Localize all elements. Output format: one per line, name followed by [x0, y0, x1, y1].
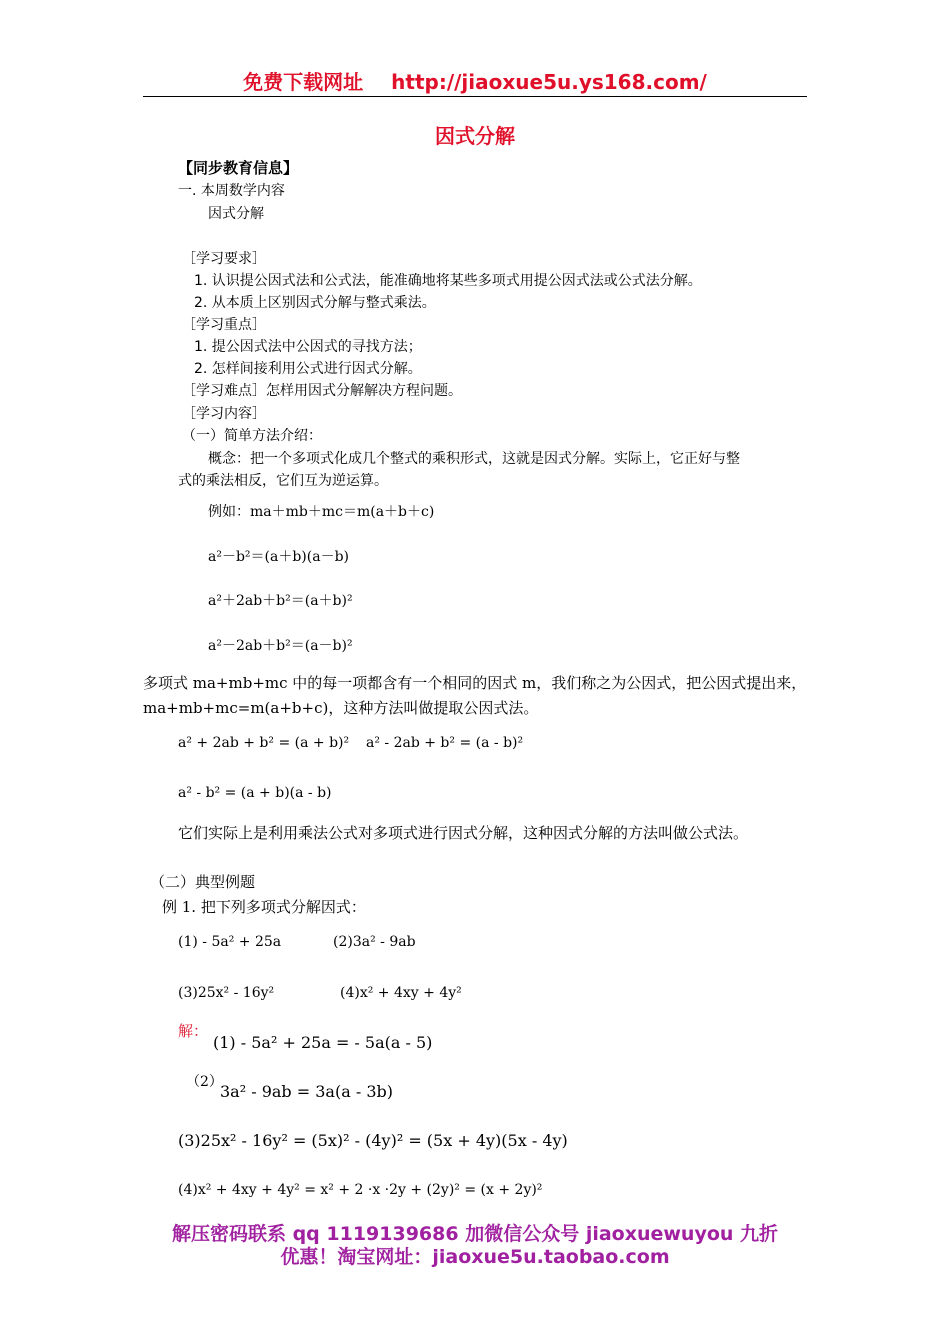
part1-heading: （一）简单方法介绍：	[182, 428, 322, 444]
paragraph-common-factor: ma+mb+mc=m(a+b+c)，这种方法叫做提取公因式法。	[143, 699, 539, 717]
part2-heading: （二）典型例题	[150, 873, 256, 891]
key-points-item: 1. 提公因式法中公因式的寻找方法；	[194, 339, 422, 355]
page-header	[0, 66, 950, 95]
difficulty-line: ［学习难点］怎样用因式分解解决方程问题。	[182, 383, 462, 399]
formula-perfect-square-plus: a² + 2ab + b² = (a + b)²	[178, 735, 350, 751]
example-formula: a²－b²＝(a＋b)(a－b)	[208, 549, 349, 565]
problem-item: (2)3a² - 9ab	[333, 934, 416, 950]
requirements-heading: ［学习要求］	[182, 251, 266, 267]
formula-perfect-square-minus: a² - 2ab + b² = (a - b)²	[366, 735, 524, 751]
problem-item: (4)x² + 4xy + 4y²	[340, 985, 462, 1001]
problem-item: (1) - 5a² + 25a	[178, 934, 282, 950]
solution-line: 3a² - 9ab = 3a(a - 3b)	[220, 1082, 393, 1101]
page-title: 因式分解	[435, 124, 515, 148]
solution-line: (3)25x² - 16y² = (5x)² - (4y)² = (5x + 4y)(5x - 4y)	[178, 1131, 568, 1150]
concept-line: 式的乘法相反，它们互为逆运算。	[178, 473, 388, 489]
example-formula: a²－2ab＋b²＝(a－b)²	[208, 638, 353, 654]
key-points-heading: ［学习重点］	[182, 317, 266, 333]
solution-label: 解：	[178, 1022, 209, 1040]
example1-heading: 例 1. 把下列多项式分解因式：	[162, 898, 366, 916]
paragraph-common-factor: 多项式 ma+mb+mc 中的每一项都含有一个相同的因式 m，我们称之为公因式，把公因式提出来，	[143, 674, 807, 692]
concept-line: 概念：把一个多项式化成几个整式的乘积形式，这就是因式分解。实际上，它正好与整	[208, 451, 740, 467]
footer-line: 解压密码联系 qq 1119139686 加微信公众号 jiaoxuewuyou 九折	[171, 1223, 779, 1245]
header-url-link[interactable]: http://jiaoxue5u.ys168.com/	[391, 70, 707, 94]
example-formula: a²＋2ab＋b²＝(a＋b)²	[208, 593, 353, 609]
problem-item: (3)25x² - 16y²	[178, 985, 275, 1001]
header-divider	[143, 96, 807, 97]
content-heading: ［学习内容］	[182, 406, 266, 422]
solution-line: (1) - 5a² + 25a = - 5a(a - 5)	[213, 1033, 433, 1052]
example-line	[208, 501, 434, 521]
formula-difference-of-squares: a² - b² = (a + b)(a - b)	[178, 785, 332, 801]
footer-line: 优惠！淘宝网址：jiaoxue5u.taobao.com	[280, 1246, 670, 1268]
solution2-label: （2）	[186, 1074, 223, 1090]
solution-line: (4)x² + 4xy + 4y² = x² + 2 ·x ·2y + (2y)² = (x + 2y)²	[178, 1182, 543, 1198]
key-points-item: 2. 怎样间接利用公式进行因式分解。	[194, 361, 422, 377]
header-label: 免费下载网址	[243, 70, 364, 94]
example-formula: ma＋mb＋mc＝m(a＋b＋c)	[250, 504, 435, 520]
paragraph-formula-method: 它们实际上是利用乘法公式对多项式进行因式分解，这种因式分解的方法叫做公式法。	[178, 824, 749, 842]
week-content-heading: 一. 本周数学内容	[178, 183, 285, 199]
requirements-item: 2. 从本质上区别因式分解与整式乘法。	[194, 295, 436, 311]
example-prefix: 例如：	[208, 504, 250, 520]
requirements-item: 1. 认识提公因式法和公式法，能准确地将某些多项式用提公因式法或公式法分解。	[194, 273, 702, 289]
week-content-topic: 因式分解	[208, 206, 264, 222]
section-tag: 【同步教育信息】	[178, 159, 299, 177]
